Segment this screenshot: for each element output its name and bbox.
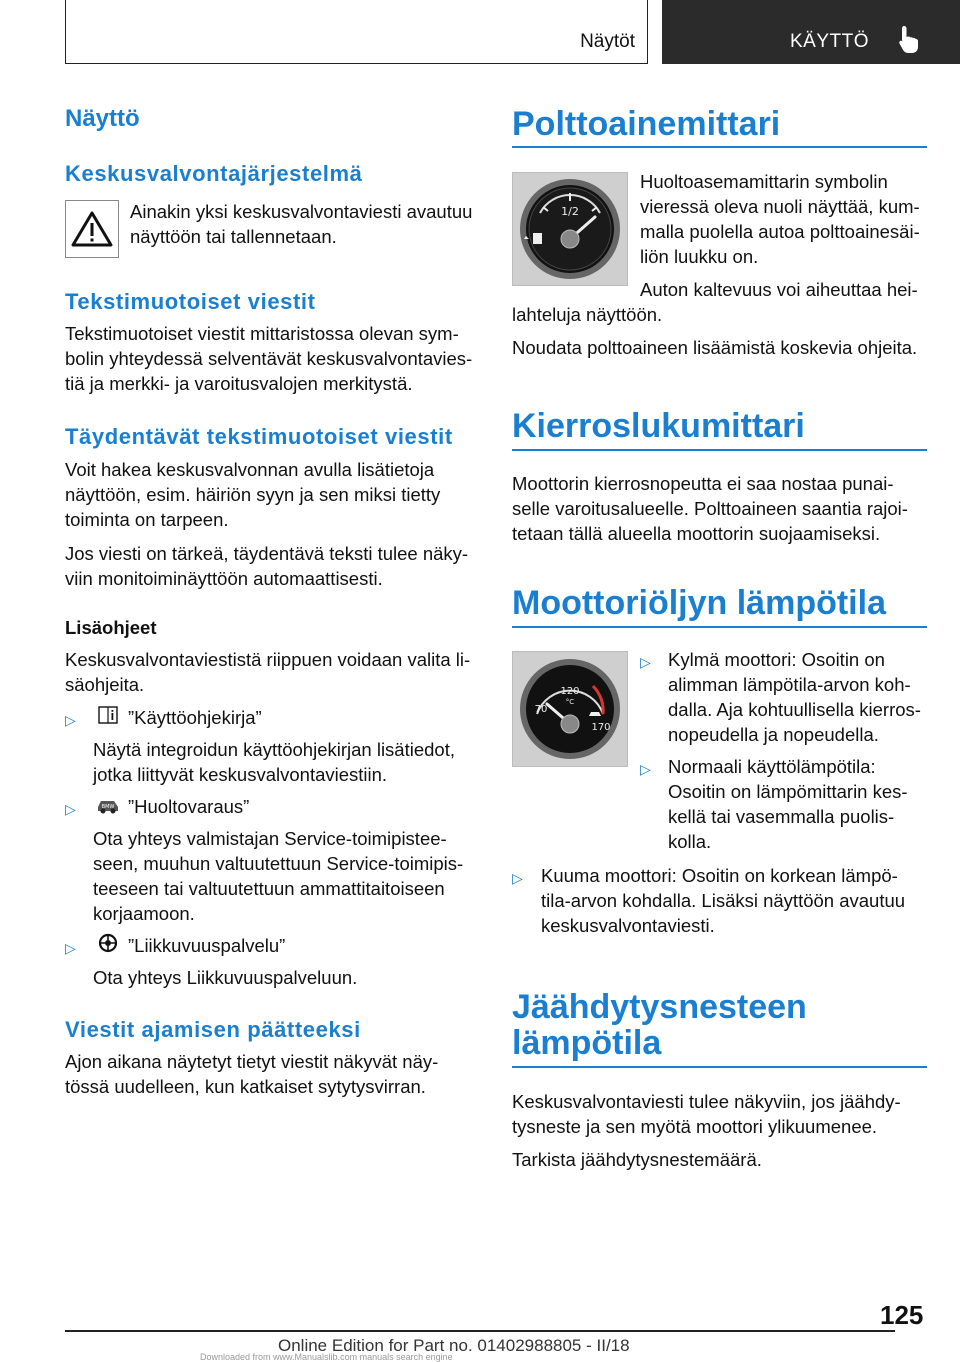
supp-p2-line-2: viin monitoiminäyttöön automaattisesti. bbox=[65, 568, 383, 589]
header-chapter-box bbox=[662, 0, 960, 64]
central-control-heading: Keskusvalvontajärjestelmä bbox=[65, 161, 363, 186]
footer-edition: Online Edition for Part no. 01402988805 - II/18 bbox=[278, 1336, 630, 1355]
footer-watermark: Downloaded from www.Manualslib.com manuals search engine bbox=[200, 1352, 453, 1362]
text-messages-line-1: Tekstimuotoiset viestit mittaristossa olevan sym- bbox=[65, 323, 459, 344]
supp-p2-line-1: Jos viesti on tärkeä, täydentävä teksti tulee näky- bbox=[65, 543, 469, 564]
end-of-drive-heading: Viestit ajamisen päätteeksi bbox=[65, 1017, 361, 1042]
coolant-heading-line-1: Jäähdytysnesteen bbox=[512, 988, 807, 1026]
item-service-line-3: teeseen tai valtuutettuun ammattitaitoiseen bbox=[93, 878, 445, 899]
header-section-box bbox=[65, 0, 648, 64]
oil-temp-heading: Moottoriöljyn lämpötila bbox=[512, 584, 886, 622]
rpm-line-3: tetaan tällä alueella moottorin suojaamiseksi. bbox=[512, 523, 881, 544]
supp-p1-line-2: näyttöön, esim. häiriön syyn ja sen miksi tietty bbox=[65, 484, 441, 505]
fuel-p1-line-3: malla puolella autoa polttoainesäi- bbox=[640, 221, 920, 242]
oil-gauge-high-label: 170 bbox=[591, 722, 611, 733]
pointing-hand-icon bbox=[898, 24, 922, 54]
oil-b1-line-4: nopeudella ja nopeudella. bbox=[668, 724, 879, 745]
item-mobility-label: ”Liikkuvuuspalvelu” bbox=[128, 935, 286, 956]
rpm-line-1: Moottorin kierrosnopeutta ei saa nostaa punai- bbox=[512, 473, 894, 494]
oil-b1-line-1: Kylmä moottori: Osoitin on bbox=[668, 649, 885, 670]
end-of-drive-line-1: Ajon aikana näytetyt tietyt viestit näkyvät näy- bbox=[65, 1051, 439, 1072]
heading-rule bbox=[512, 449, 927, 451]
fuel-gauge-half-label: 1/2 bbox=[561, 205, 579, 218]
text-messages-line-3: tiä ja merkki- ja varoitusvalojen merkitystä. bbox=[65, 373, 413, 394]
header-chapter-label: KÄYTTÖ bbox=[790, 31, 870, 52]
item-manual-line-1: Näytä integroidun käyttöohjekirjan lisätiedot, bbox=[93, 739, 455, 760]
header-section-label: Näytöt bbox=[580, 31, 635, 52]
item-service-line-4: korjaamoon. bbox=[93, 903, 195, 924]
bullet-triangle: ▷ bbox=[512, 870, 523, 886]
tachometer-heading: Kierroslukumittari bbox=[512, 407, 805, 445]
end-of-drive-line-2: tössä uudelleen, kun katkaiset sytytysvirran. bbox=[65, 1076, 426, 1097]
fuel-p1-line-4: liön luukku on. bbox=[640, 246, 759, 267]
oil-temp-gauge-image bbox=[512, 651, 628, 767]
coolant-heading-line-2: lämpötila bbox=[512, 1024, 662, 1062]
oil-b2-line-4: kolla. bbox=[668, 831, 712, 852]
supp-p1-line-3: toiminta on tarpeen. bbox=[65, 509, 229, 530]
item-service-label: ”Huoltovaraus” bbox=[128, 796, 250, 817]
coolant-p2: Tarkista jäähdytysnestemäärä. bbox=[512, 1149, 762, 1170]
supp-p1-line-1: Voit hakea keskusvalvonnan avulla lisätietoja bbox=[65, 459, 435, 480]
bullet-triangle: ▷ bbox=[65, 940, 76, 956]
text-messages-line-2: bolin yhteydessä selventävät keskusvalvontavies- bbox=[65, 348, 473, 369]
cc-text-line-1: Ainakin yksi keskusvalvontaviesti avautuu bbox=[130, 201, 473, 222]
oil-b3-line-2: tila-arvon kohdalla. Lisäksi näyttöön avautuu bbox=[541, 890, 906, 911]
bullet-triangle: ▷ bbox=[640, 654, 651, 670]
page-number: 125 bbox=[880, 1300, 924, 1330]
warning-symbol-box bbox=[65, 200, 119, 258]
page-title: Näyttö bbox=[65, 105, 140, 132]
more-info-line-2: säohjeita. bbox=[65, 674, 145, 695]
fuel-gauge-heading: Polttoainemittari bbox=[512, 105, 781, 143]
oil-b2-line-1: Normaali käyttölämpötila: bbox=[668, 756, 876, 777]
heading-rule bbox=[512, 626, 927, 628]
oil-b3-line-1: Kuuma moottori: Osoitin on korkean lämpö- bbox=[541, 865, 898, 886]
svg-text:BMW: BMW bbox=[101, 804, 115, 810]
heading-rule bbox=[512, 1066, 927, 1068]
manual-book-icon bbox=[97, 704, 119, 726]
footer-rule bbox=[65, 1330, 895, 1332]
oil-b2-line-3: kellä tai vasemmalla puolis- bbox=[668, 806, 895, 827]
oil-gauge-unit-label: °C bbox=[565, 698, 575, 706]
oil-b2-line-2: Osoitin on lämpömittarin kes- bbox=[668, 781, 908, 802]
mobility-service-icon bbox=[97, 932, 119, 954]
text-messages-heading: Tekstimuotoiset viestit bbox=[65, 289, 316, 314]
bullet-triangle: ▷ bbox=[65, 801, 76, 817]
service-car-icon bbox=[95, 794, 121, 816]
heading-rule bbox=[512, 146, 927, 148]
fuel-p1-line-1: Huoltoasemamittarin symbolin bbox=[640, 171, 888, 192]
item-manual-label: ”Käyttöohjekirja” bbox=[128, 707, 262, 728]
oil-gauge-low-label: 70 bbox=[534, 704, 548, 715]
rpm-line-2: selle varoitusalueelle. Polttoaineen saantia rajoi- bbox=[512, 498, 908, 519]
warning-triangle-icon bbox=[66, 201, 118, 257]
fuel-p1-line-2: vieressä oleva nuoli näyttää, kum- bbox=[640, 196, 920, 217]
bullet-triangle: ▷ bbox=[65, 712, 76, 728]
more-info-heading: Lisäohjeet bbox=[65, 617, 157, 638]
item-service-line-2: seen, muuhun valtuutettuun Service-toimipis- bbox=[93, 853, 464, 874]
fuel-p2-line-1: Auton kaltevuus voi aiheuttaa hei- bbox=[640, 279, 918, 300]
fuel-gauge-image bbox=[512, 172, 628, 286]
oil-b1-line-2: alimman lämpötila-arvon koh- bbox=[668, 674, 911, 695]
oil-gauge-mid-label: 120 bbox=[560, 686, 580, 697]
item-mobility-line-1: Ota yhteys Liikkuvuuspalveluun. bbox=[93, 967, 358, 988]
fuel-p2-line-2: lahteluja näyttöön. bbox=[512, 304, 663, 325]
coolant-p1-line-1: Keskusvalvontaviesti tulee näkyviin, jos jäähdy- bbox=[512, 1091, 901, 1112]
item-manual-line-2: jotka liittyvät keskusvalvontaviestiin. bbox=[93, 764, 388, 785]
cc-text-line-2: näyttöön tai tallennetaan. bbox=[130, 226, 337, 247]
supplementary-heading: Täydentävät tekstimuotoiset viestit bbox=[65, 424, 453, 449]
oil-b1-line-3: dalla. Aja kohtuullisella kierros- bbox=[668, 699, 921, 720]
more-info-line-1: Keskusvalvontaviestistä riippuen voidaan valita li- bbox=[65, 649, 471, 670]
oil-b3-line-3: keskusvalvontaviesti. bbox=[541, 915, 715, 936]
fuel-p3: Noudata polttoaineen lisäämistä koskevia ohjeita. bbox=[512, 337, 918, 358]
bullet-triangle: ▷ bbox=[640, 761, 651, 777]
coolant-p1-line-2: tysneste ja sen myötä moottori ylikuumenee. bbox=[512, 1116, 878, 1137]
item-service-line-1: Ota yhteys valmistajan Service-toimipistee- bbox=[93, 828, 447, 849]
